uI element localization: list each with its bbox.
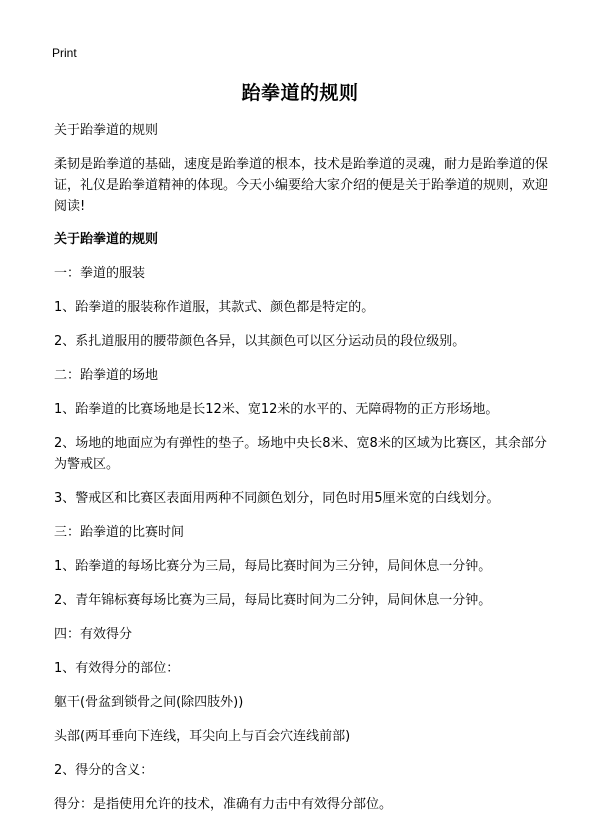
paragraph: 1、有效得分的部位： (54, 661, 180, 676)
paragraph: 得分：是指使用允许的技术，准确有力击中有效得分部位。 (54, 797, 393, 812)
paragraph: 一：拳道的服装 (54, 266, 146, 281)
article-subtitle: 关于跆拳道的规则 (54, 123, 159, 138)
paragraph: 四：有效得分 (54, 627, 133, 642)
paragraph: 三：跆拳道的比赛时间 (54, 525, 185, 540)
paragraph: 躯干(骨盆到锁骨之间(除四肢外)) (54, 695, 244, 710)
paragraph: 3、警戒区和比赛区表面用两种不同颜色划分，同色时用5厘米宽的白线划分。 (54, 491, 500, 506)
paragraph: 1、跆拳道的服装称作道服，其款式、颜色都是特定的。 (54, 300, 375, 315)
paragraph: 2、得分的含义： (54, 763, 154, 778)
page-title: 跆拳道的规则 (241, 82, 359, 104)
paragraph: 2、场地的地面应为有弹性的垫子。场地中央长8米、宽8米的区域为比赛区，其余部分为警戒区。 (54, 436, 547, 472)
section-heading: 关于跆拳道的规则 (54, 232, 159, 247)
article-body (54, 120, 554, 828)
paragraph: 1、跆拳道的每场比赛分为三局，每局比赛时间为三分钟，局间休息一分钟。 (54, 559, 492, 574)
paragraph: 2、青年锦标赛每场比赛为三局，每局比赛时间为二分钟，局间休息一分钟。 (54, 593, 492, 608)
paragraph: 2、系扎道服用的腰带颜色各异，以其颜色可以区分运动员的段位级别。 (54, 334, 466, 349)
paragraph: 1、跆拳道的比赛场地是长12米、宽12米的水平的、无障碍物的正方形场地。 (54, 402, 499, 417)
intro-paragraph: 柔韧是跆拳道的基础，速度是跆拳道的根本，技术是跆拳道的灵魂，耐力是跆拳道的保证，礼仪是跆拳道精神的体现。今天小编要给大家介绍的便是关于跆拳道的规则，欢迎阅读! (54, 157, 549, 214)
print-link[interactable]: Print (52, 46, 77, 60)
paragraph: 二：跆拳道的场地 (54, 368, 159, 383)
paragraph: 头部(两耳垂向下连线，耳尖向上与百会穴连线前部) (54, 729, 351, 744)
